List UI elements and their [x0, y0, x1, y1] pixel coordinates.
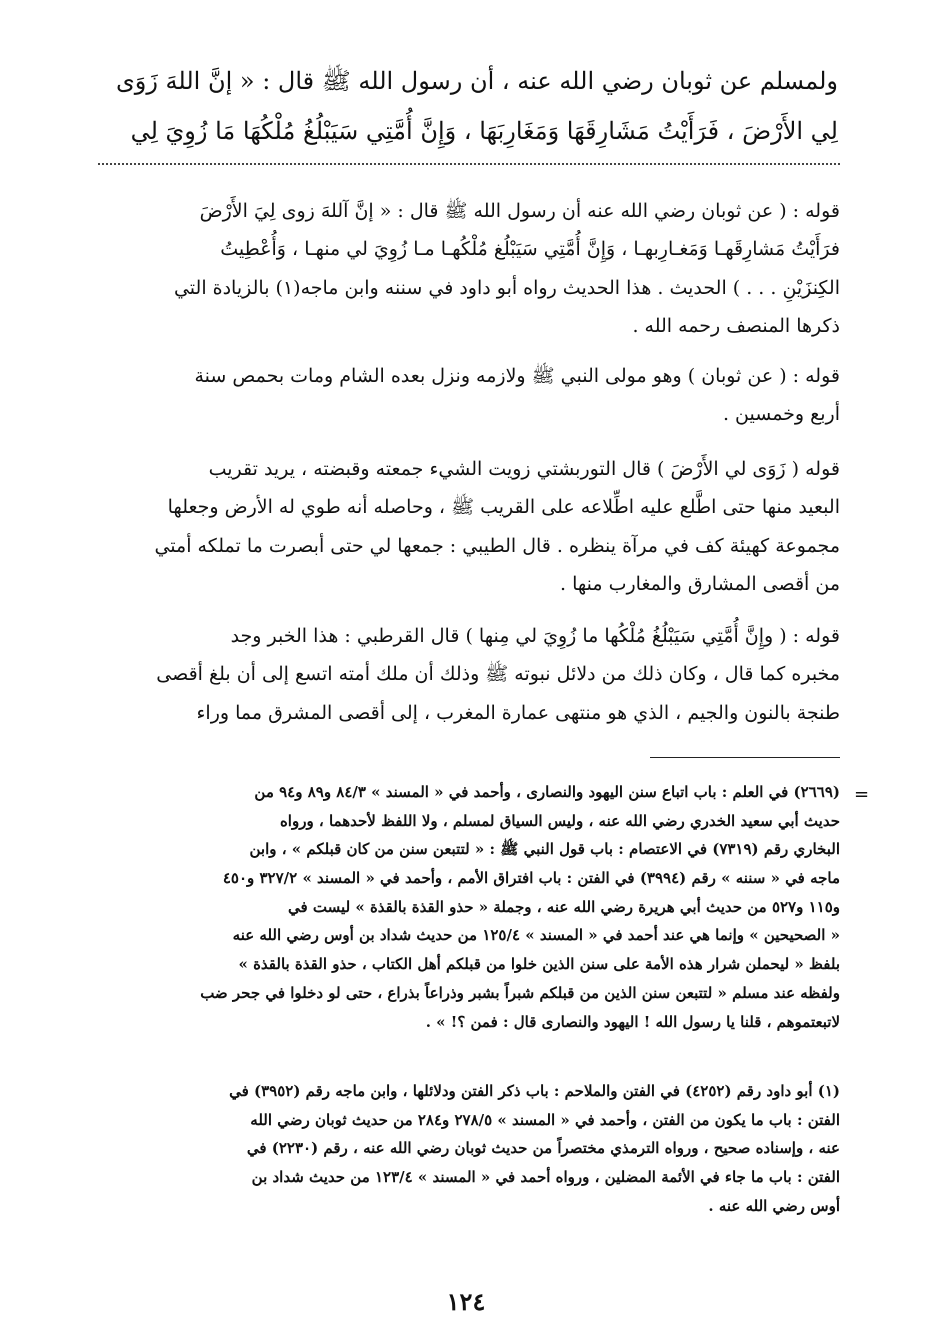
footnote-line: عنه ، وإسناده صحيح ، ورواه الترمذي مختصراً من حديث ثوبان رضي الله عنه ، رقم (٢٢٣٠) في: [246, 1139, 840, 1158]
text-line: البعيد منها حتى اطَّلع عليه اطِّلاعه على القريب ﷺ ، وحاصله أنه طوي له الأرض وجعلها: [167, 496, 840, 519]
footnote-line: ولفظه عند مسلم « لتتبعن سنن الذين من قبلكم شبراً بشبر وذراعاً بذراع ، حتى لو دخلوا في جحر ضب: [200, 983, 840, 1002]
text-line: قوله ( زَوَى لي الأَرْضَ ) قال التوربشتي زويت الشيء جمعته وقبضته ، يريد تقريب: [208, 458, 840, 480]
footnote-continuation-mark: =: [854, 784, 870, 805]
footnote-rule: [650, 757, 840, 758]
footnote-line: بلفظ « ليحملن شرار هذه الأمة على سنن الذين خلوا من قبلكم أهل الكتاب ، حذو القذة بالقذة »: [238, 955, 840, 974]
footnote-line: « الصحيحين » وإنما هي عند أحمد في « المسند » ١٢٥/٤ من حديث شداد بن أوس رضي الله عنه: [232, 926, 840, 945]
footnote-line: الفتن : باب ما يكون من الفتن ، وأحمد في « المسند » ٢٧٨/٥ و٢٨٤ من حديث ثوبان رضي الله: [250, 1110, 840, 1129]
text-line: ذكرها المنصف رحمه الله .: [632, 314, 840, 337]
footnote-line: حديث أبي سعيد الخدري رضي الله عنه ، وليس السياق لمسلم ، ولا اللفظ لأحدهما ، ورواه: [279, 811, 840, 830]
commentary-paragraph: [98, 357, 840, 434]
footnote-line: لاتبعتموهم ، قلنا يا رسول الله ! اليهود والنصارى قال : فمن ؟! » .: [425, 1012, 840, 1031]
footnote-line: و١١٥ و٥٢٧ من حديث أبي هريرة رضي الله عنه ، وجملة « حذو القذة بالقذة » ليست في: [288, 897, 840, 916]
footnote-line: (٢٦٦٩) في العلم : باب اتباع سنن اليهود والنصارى ، وأحمد في « المسند » ٨٤/٣ و٨٩ و٩٤ من: [254, 783, 840, 801]
text-line: فرَأَيْتُ مَشارِقَهـا وَمَغـارِبهـا ، وَإِنَّ أُمَّتِي سَيَبْلُغ مُلْكُهـا مـا زُوِيَ لي منهـا ، وَأُعْطِيتُ: [220, 238, 840, 261]
text-line: مخبره كما قال ، وكان ذلك من دلائل نبوته ﷺ وذلك أن ملك أمته اتسع إلى أن بلغ أقصى: [156, 663, 840, 686]
footnote-line: الفتن : باب ما جاء في الأئمة المضلين ، ورواه أحمد في « المسند » ١٢٣/٤ من حديث شداد بن: [251, 1168, 840, 1187]
footnote-line: أوس رضي الله عنه .: [708, 1196, 840, 1215]
footnote-line: البخاري رقم (٧٣١٩) في الاعتصام : باب قول النبي ﷺ : « لتتبعن سنن من كان قبلكم » ، وابن: [249, 840, 840, 859]
hadith-text: [98, 56, 838, 156]
footnote-1: [98, 1077, 840, 1220]
commentary-paragraph: [98, 192, 840, 345]
text-line: أربع وخمسين .: [722, 403, 840, 426]
text-line: طنجة بالنون والجيم ، الذي هو منتهى عمارة المغرب ، إلى أقصى المشرق مما وراء: [196, 701, 840, 724]
text-line: مجموعة كهيئة كف في مرآة ينظره . قال الطيبي : جمعها لي حتى أبصرت ما تملكه أمتي: [154, 534, 840, 557]
footnote-line: ماجه في « سننه » رقم (٣٩٩٤) في الفتن : باب افتراق الأمم ، وأحمد في « المسند » ٣٢٧/٢ و٤٥٠: [222, 869, 840, 888]
text-line: لِي الأَرْضَ ، فَرَأَيْتُ مَشَارِقَهَا وَمَغَارِبَهَا ، وَإِنَّ أُمَّتِي سَيَبْلُغُ مُلْكُهَا مَا زُوِيَ لِي: [130, 117, 838, 145]
text-line: قوله : ( وإِنَّ أُمَّتِي سَيَبْلُغُ مُلْكُها ما زُوِيَ لي مِنها ) قال القرطبي : هذا الخبر وجد: [230, 625, 840, 647]
footnote-line: (١) أبو داود رقم (٤٢٥٢) في الفتن والملاحم : باب ذكر الفتن ودلائلها ، وابن ماجه رقم (٣٩٥٢) في: [229, 1082, 840, 1100]
text-line: قوله : ( عن ثوبان ) وهو مولى النبي ﷺ ولازمه ونزل بعده الشام ومات بحمص سنة: [194, 365, 840, 387]
dotted-separator: [98, 163, 840, 165]
page-number: ١٢٤: [446, 1287, 486, 1316]
text-line: الكِنزَيْنِ . . . ) الحديث . هذا الحديث رواه أبو داود في سننه وابن ماجه(١) بالزيادة التي: [173, 276, 840, 299]
text-line: من أقصى المشارق والمغارب منها .: [560, 572, 840, 595]
commentary-paragraph: [98, 450, 840, 603]
text-line: قوله : ( عن ثوبان رضي الله عنه أن رسول الله ﷺ قال : « إنَّ آللهَ زوى لِيَ الأَرْضَ: [199, 200, 840, 222]
footnote-continued: [98, 778, 840, 1036]
text-line: ولمسلم عن ثوبان رضي الله عنه ، أن رسول الله ﷺ قال : « إنَّ اللهَ زَوَى: [115, 67, 838, 95]
commentary-paragraph: [98, 617, 840, 732]
